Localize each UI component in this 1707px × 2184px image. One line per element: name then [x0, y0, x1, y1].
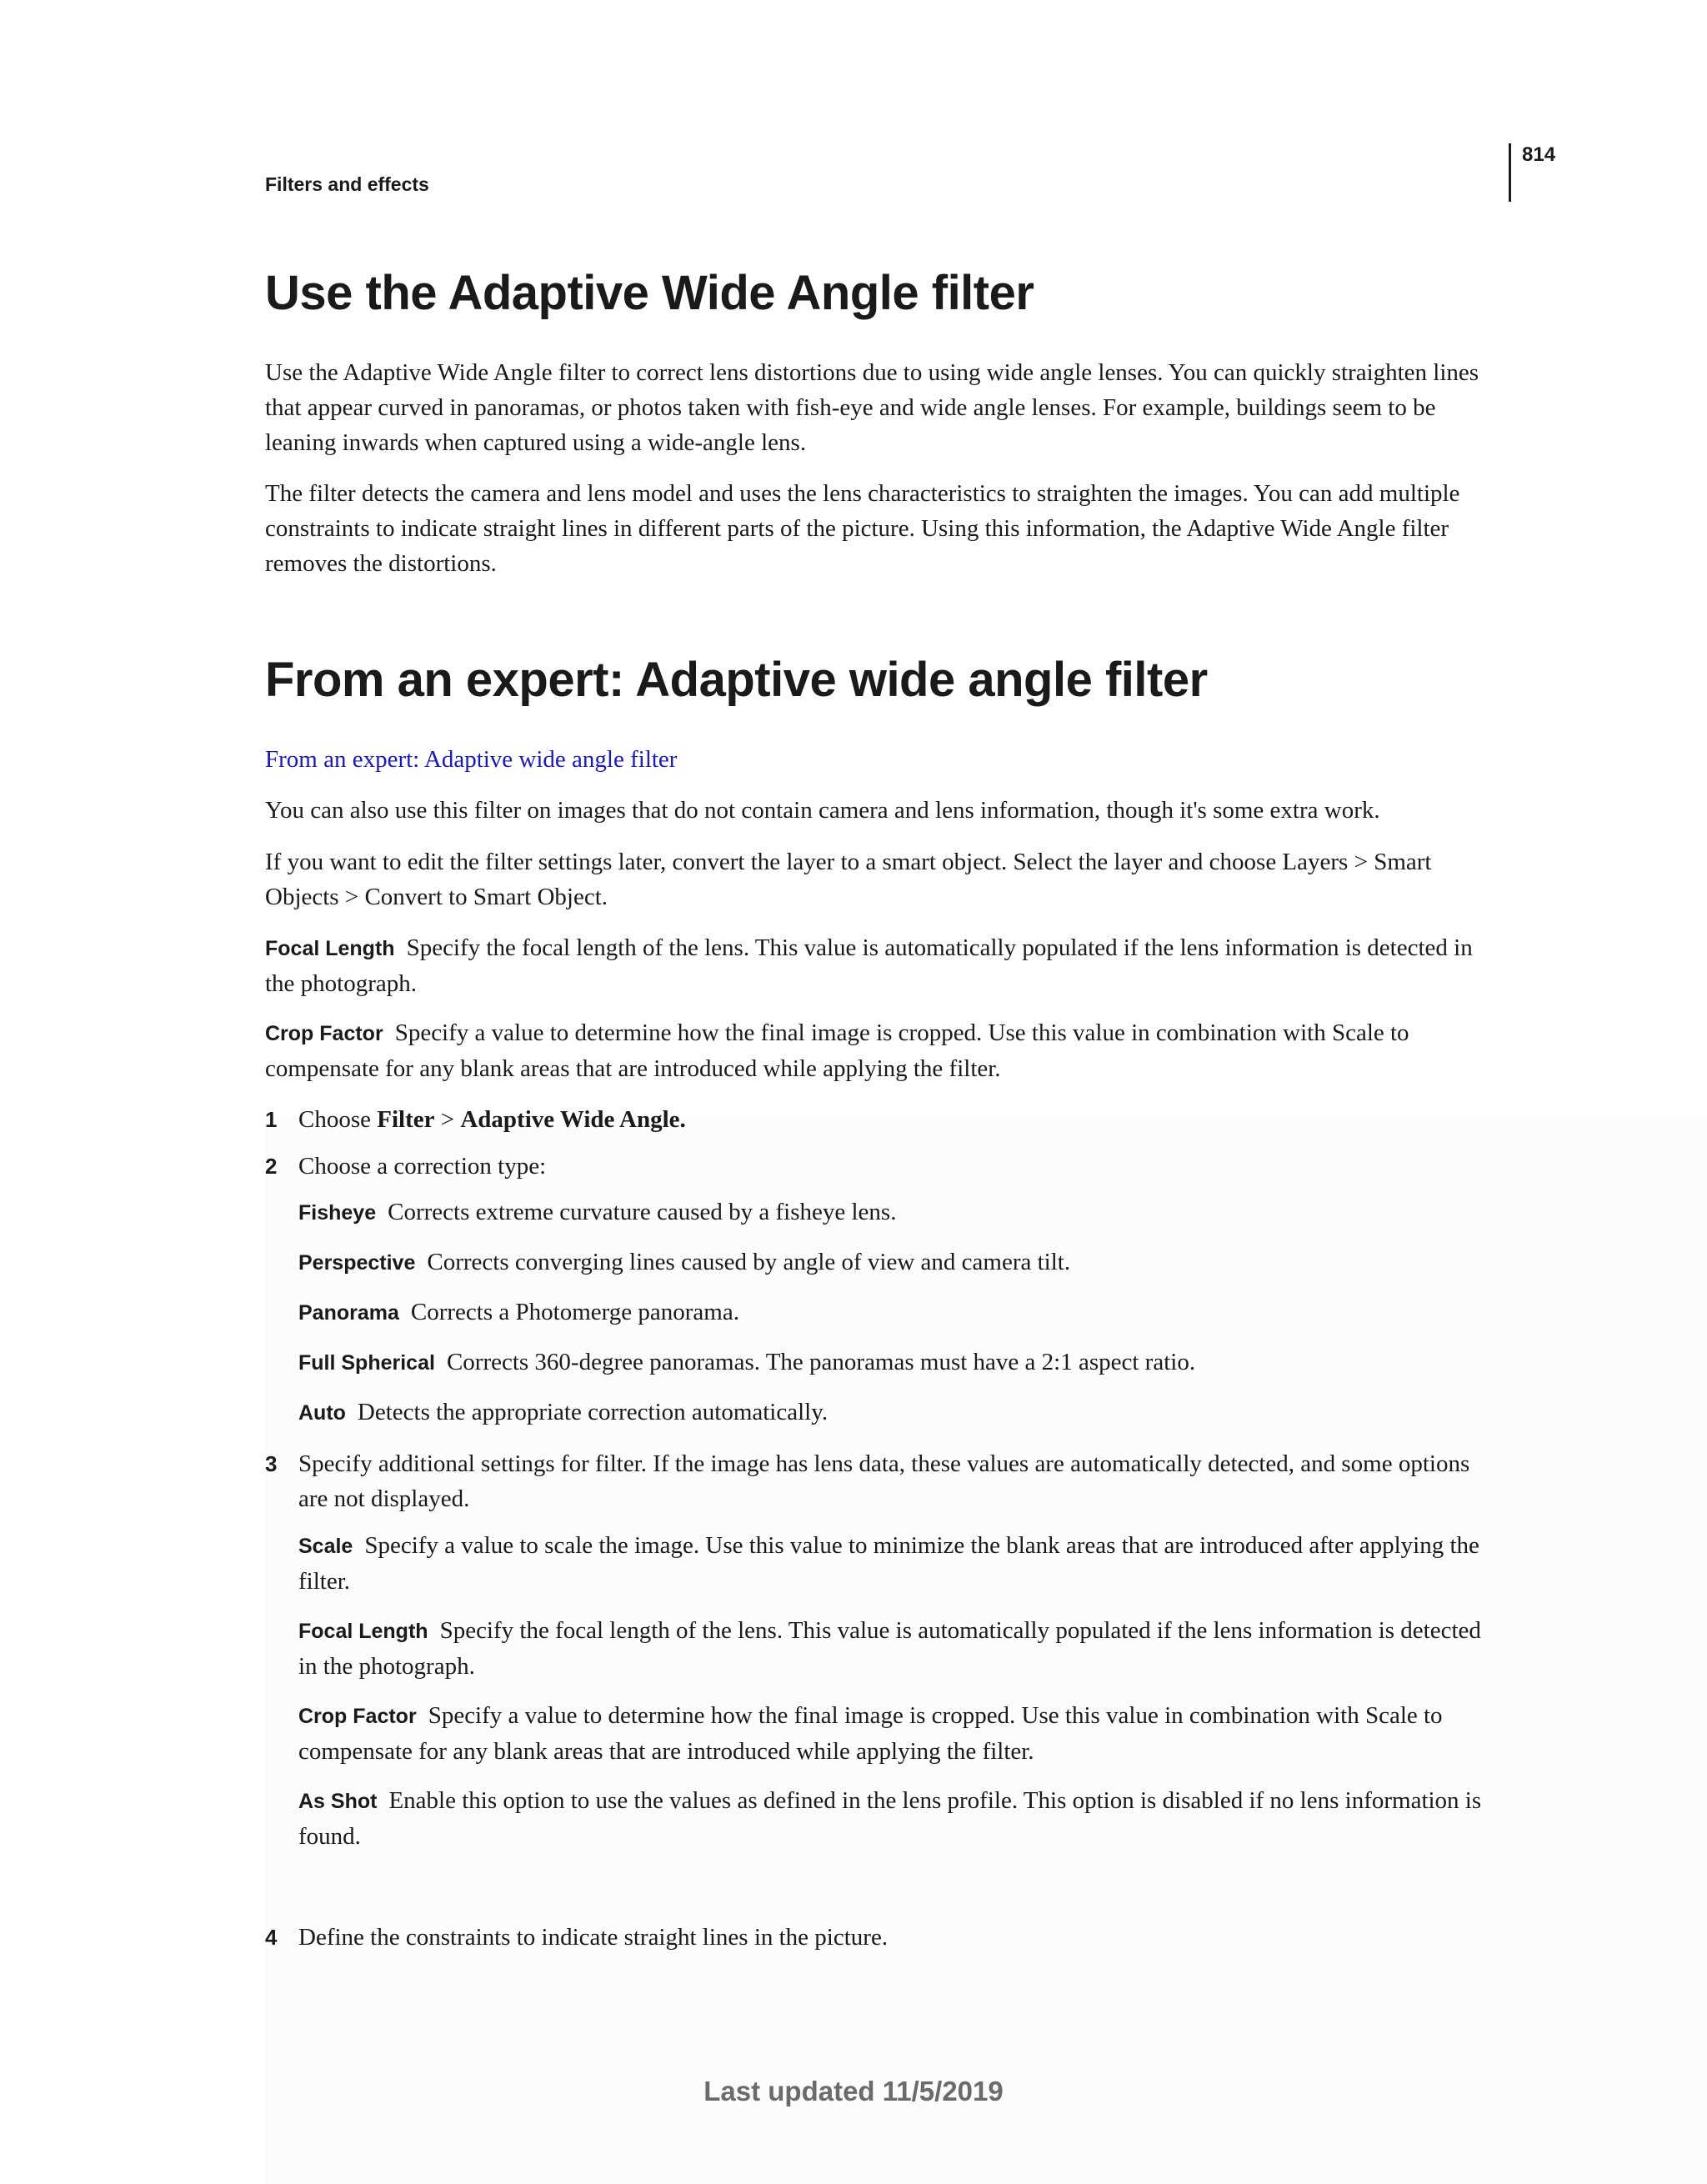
option-text: Corrects 360-degree panoramas. The panoramas must have a 2:1 aspect ratio. [446, 1349, 1196, 1375]
option-perspective [298, 1245, 1503, 1280]
option-term: Panorama [298, 1301, 399, 1325]
step-number: 3 [265, 1451, 278, 1476]
option-text: Corrects extreme curvature caused by a fisheye lens. [388, 1199, 897, 1225]
step-text [298, 1102, 1503, 1137]
option-text: Corrects a Photomerge panorama. [410, 1299, 739, 1325]
smart-object-paragraph: If you want to edit the filter settings later, convert the layer to a smart object. Select the layer and choose Layers > Smart Objects > Convert to Smart Object. [265, 849, 1432, 910]
definition-text: Specify the focal length of the lens. This value is automatically populated if the lens information is detected in the photograph. [265, 934, 1473, 997]
setting-text: Specify a value to scale the image. Use this value to minimize the blank areas that are introduced after applying the filter. [298, 1532, 1479, 1595]
section-heading-expert: From an expert: Adaptive wide angle filter [265, 653, 1208, 707]
menu-name: Filter [377, 1106, 435, 1133]
page-number-rule [1509, 143, 1511, 202]
intro-paragraph: Use the Adaptive Wide Angle filter to correct lens distortions due to using wide angle lenses. You can quickly straighten lines that appear curved in panoramas, or photos taken with fish-eye and wide angle lenses. For example, buildings seem to be leaning inwards when captured using a wide-angle lens. [265, 359, 1479, 456]
definition-text: Specify a value to determine how the final image is cropped. Use this value in combination with Scale to compensate for any blank areas that are introduced while applying the filter. [265, 1019, 1409, 1082]
setting-text: Specify the focal length of the lens. This value is automatically populated if the lens information is detected in the photograph. [298, 1617, 1481, 1680]
setting-focal-length [298, 1613, 1503, 1684]
setting-as-shot [298, 1783, 1503, 1854]
crop-factor-definition [265, 1015, 1503, 1086]
definition-term: Focal Length [265, 937, 395, 960]
extra-work-paragraph: You can also use this filter on images that do not contain camera and lens information, though it's some extra work. [265, 797, 1380, 824]
menu-item-name: Adaptive Wide Angle. [460, 1106, 686, 1133]
running-header: Filters and effects [265, 173, 429, 195]
section-heading-adaptive-wide-angle: Use the Adaptive Wide Angle filter [265, 266, 1034, 320]
last-updated-footer: Last updated 11/5/2019 [703, 2076, 1004, 2106]
step-prefix: Choose [298, 1106, 378, 1133]
option-term: Fisheye [298, 1201, 377, 1225]
setting-text: Specify a value to determine how the final image is cropped. Use this value in combination with Scale to compensate for any blank areas that are introduced while applying the filter. [298, 1702, 1443, 1765]
setting-term: As Shot [298, 1790, 378, 1813]
menu-separator: > [434, 1106, 461, 1133]
setting-term: Crop Factor [298, 1705, 417, 1728]
option-fisheye [298, 1195, 1503, 1230]
step-4 [265, 1920, 1503, 1955]
option-panorama [298, 1295, 1503, 1330]
option-auto [298, 1395, 1503, 1430]
option-full-spherical [298, 1345, 1503, 1380]
focal-length-definition [265, 930, 1503, 1001]
setting-term: Scale [298, 1535, 353, 1558]
option-term: Full Spherical [298, 1351, 435, 1375]
setting-term: Focal Length [298, 1620, 428, 1643]
setting-text: Enable this option to use the values as defined in the lens profile. This option is disabled if no lens information is found. [298, 1787, 1482, 1850]
option-text: Detects the appropriate correction automatically. [357, 1399, 828, 1425]
step-text: Specify additional settings for filter. If the image has lens data, these values are automatically detected, and some options are not displayed. [298, 1450, 1470, 1512]
detection-paragraph: The filter detects the camera and lens model and uses the lens characteristics to straighten the images. You can add multiple constraints to indicate straight lines in different parts of the picture. Using this information, the Adaptive Wide Angle filter removes the distortions. [265, 480, 1460, 577]
step-1 [265, 1102, 1503, 1137]
step-number: 4 [265, 1925, 278, 1950]
option-term: Perspective [298, 1251, 416, 1275]
step-text: Define the constraints to indicate straight lines in the picture. [298, 1924, 889, 1951]
option-text: Corrects converging lines caused by angle of view and camera tilt. [427, 1249, 1071, 1275]
expert-video-link[interactable]: From an expert: Adaptive wide angle filter [265, 746, 678, 773]
setting-crop-factor [298, 1698, 1503, 1769]
page-number: 814 [1522, 143, 1556, 166]
setting-scale [298, 1528, 1503, 1599]
option-term: Auto [298, 1401, 346, 1425]
step-text: Choose a correction type: [298, 1153, 547, 1180]
step-number: 1 [265, 1107, 278, 1132]
step-number: 2 [265, 1154, 278, 1179]
definition-term: Crop Factor [265, 1022, 383, 1045]
step-3 [265, 1446, 1503, 1516]
step-2 [265, 1149, 1503, 1184]
